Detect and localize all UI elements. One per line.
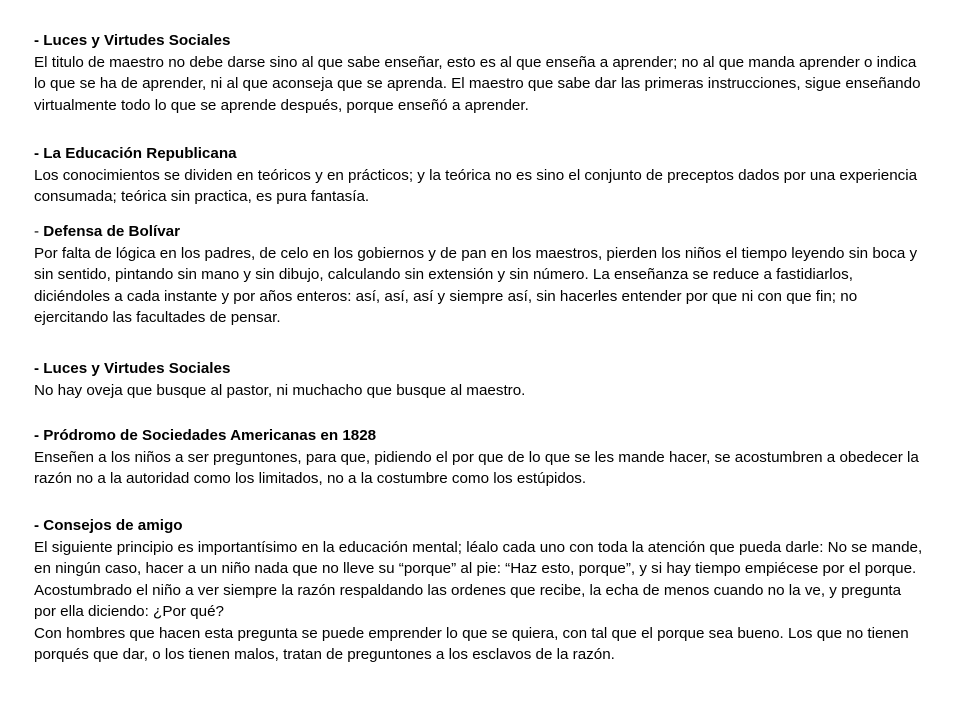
heading-dash: -: [34, 223, 44, 240]
section-body: Con hombres que hacen esta pregunta se puede emprender lo que se quiera, con tal que el porque sea bueno. Los que no tienen porqués que dar, o los tienen malos, tratan de preguntones a los esclavos de la razón.: [34, 624, 909, 663]
section-body: No hay oveja que busque al pastor, ni muchacho que busque al maestro.: [34, 381, 526, 399]
quote-section-educacion-republicana: [34, 143, 924, 208]
quote-section-prodromo: [34, 425, 924, 490]
quote-section-defensa-bolivar: [34, 221, 924, 329]
section-body: El titulo de maestro no debe darse sino al que sabe enseñar, esto es al que enseña a aprender; no al que manda aprender o indica lo que se ha de aprender, ni al que aconseja que se aprenda. El maestro que sabe dar las primeras instrucciones, sigue enseñando virtualmente todo lo que se aprende después, porque enseñó a aprender.: [34, 53, 921, 114]
quote-section-consejos-amigo: [34, 515, 924, 666]
section-heading: - Luces y Virtudes Sociales: [34, 32, 231, 49]
section-body: Por falta de lógica en los padres, de celo en los gobiernos y de pan en los maestros, pierden los niños el tiempo leyendo sin boca y sin sentido, pintando sin mano y sin dibujo, calculando sin extensión y sin número. La enseñanza se reduce a fastidiarlos, diciéndoles a cada instante y por años enteros: así, así, así y siempre así, sin hacerles entender por que ni con que fin; no ejercitando las facultades de pensar.: [34, 244, 918, 326]
section-heading: - La Educación Republicana: [34, 145, 237, 162]
section-body: Los conocimientos se dividen en teóricos y en prácticos; y la teórica no es sino el conjunto de preceptos dados por una experiencia consumada; teórica sin practica, es pura fantasía.: [34, 166, 918, 205]
section-heading: [34, 221, 924, 243]
section-body: Enseñen a los niños a ser preguntones, para que, pidiendo el por que de lo que se les mande hacer, se acostumbren a obedecer la razón no a la autoridad como los limitados, no a la costumbre como los estúpidos.: [34, 448, 919, 487]
section-heading: - Luces y Virtudes Sociales: [34, 360, 231, 377]
section-heading: - Consejos de amigo: [34, 517, 183, 534]
section-heading: - Pródromo de Sociedades Americanas en 1828: [34, 427, 377, 444]
quote-section-luces-1: [34, 30, 924, 116]
section-body: El siguiente principio es importantísimo en la educación mental; léalo cada uno con toda la atención que pueda darle: No se mande, en ningún caso, hacer a un niño nada que no lleve su “porque” al pie: “Haz esto, porque”, y si hay tiempo empiécese por el porque. Acostumbrado el niño a ver siempre la razón respaldando las ordenes que recibe, la echa de menos cuando no la ve, y pregunta por ella diciendo: ¿Por qué?: [34, 538, 923, 620]
quote-section-luces-2: [34, 358, 924, 401]
heading-text: Defensa de Bolívar: [43, 223, 181, 240]
